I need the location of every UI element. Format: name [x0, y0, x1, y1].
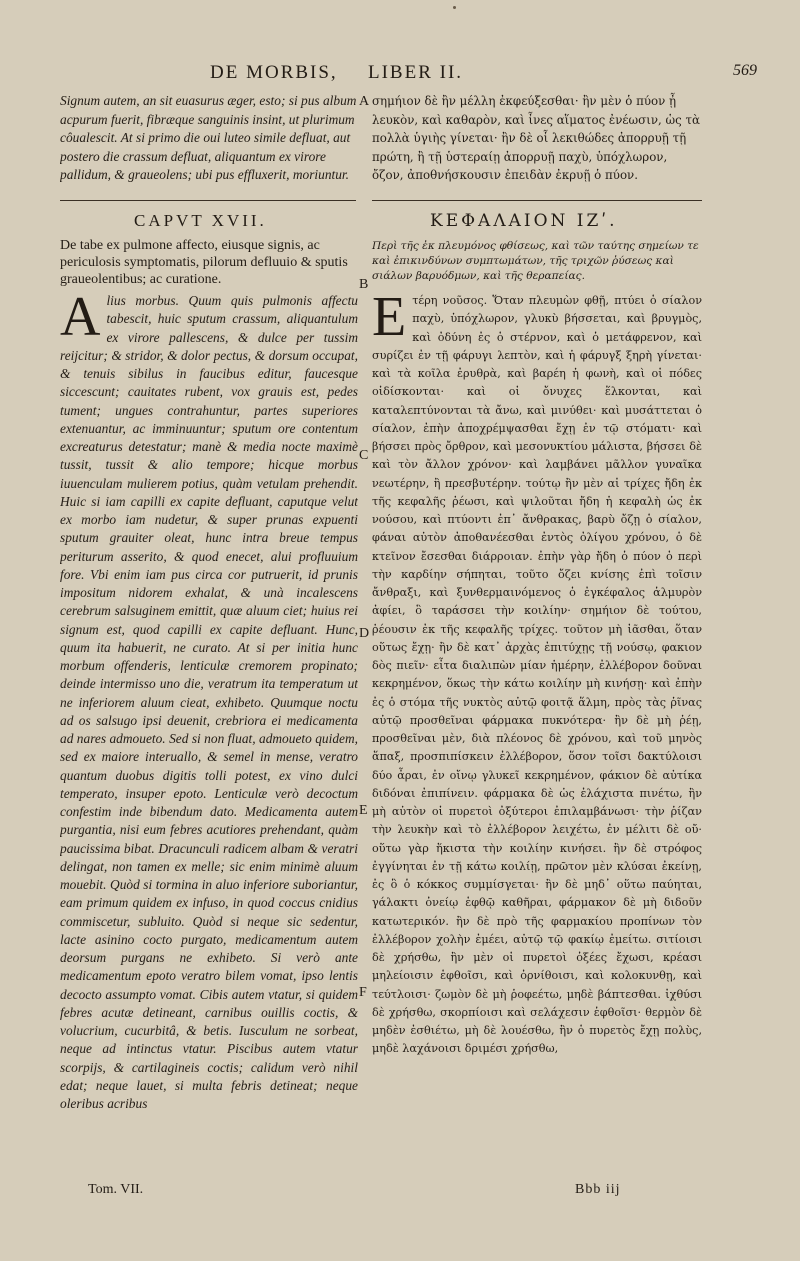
running-header [0, 62, 800, 86]
chapter-subtitle-latin: De tabe ex pulmone affecto, eiusque signis, ac periculosis symptomatis, pilorum defluuio & sputis graueolentibus; ac curatione. [60, 238, 348, 287]
margin-marker-c: C [359, 448, 369, 463]
signature-mark: Bbb iij [575, 1182, 621, 1197]
ink-speck [453, 6, 456, 9]
body-latin [60, 292, 358, 1182]
volume-label: Tom. VII. [88, 1182, 144, 1197]
chapter-heading-latin: CAPVT XVII. [134, 211, 267, 230]
margin-marker-b: B [359, 277, 369, 292]
header-title-left: DE MORBIS, [210, 62, 338, 83]
body-greek [372, 292, 702, 1182]
top-greek-paragraph: σημήιον δὲ ἢν μέλλη ἐκφεύξεσθαι· ἢν μὲν ὁ πύον ᾖ λευκὸν, καὶ καθαρὸν, καὶ ἶνες αἵματος ἐνέωσιν, ὡς τὰ πολλὰ ὑγιὴς γίνεται· ἢν δὲ οἷ λεκιθώδες ἀπορρυῇ τῇ πρώτη, ἢ τῇ ὑστεραίῃ ἀπορρυῇ παχὺ, ὑπόχλωρον, ὄζον, ἀποθνήσκουσιν ἐπειδὰν ἐκρυῇ ὁ πύον. [372, 94, 700, 183]
body-greek-text: τέρη νοῦσος. Ὅταν πλευμὼν φθῇ, πτύει ὁ σίαλον παχὺ, ὑπόχλωρον, γλυκὺ βήσσεται, καὶ βρυγμὸς, καὶ ὀδύνη ἐς ὁ στέρνον, καὶ ὁ μετάφρενον, καὶ συρίζει ἐν τῇ φάρυγι λεπτὸν, καὶ ἡ φάρυγξ ξηρὴ γίνεται· καὶ τὰ κοῖλα ἐρυθρὰ, καὶ βαρέη ἡ φωνὴ, καὶ οἱ πόδες οἰδίσκονται· καὶ οἱ ὄνυχες ἕλκονται, καὶ καταλεπτύνονται τὰ ἄνω, καὶ μινύθει· καὶ μυσάττεται ὁ σίαλον, ἐπὴν ἀποχρέμψασθαι ἔχῃ ἐν τῷ στόματι· καὶ βήσσει πρὸς ὄρθρον, καὶ μεσονυκτίου μάλιστα, βήσσει δὲ καὶ τὸν ἄλλον χρόνον· καὶ λαμβάνει μᾶλλον γυναῖκα νεωτέρην, ἢ πρεσβυτέρην. τούτῳ ἢν μὲν αἱ τρίχες ἤδη ἐκ τῆς κεφαλῆς ῥέωσι, καὶ ψιλοῦται ἤδη ἡ κεφαλὴ ὡς ἐκ νούσου, καὶ πτύοντι ἐπ᾽ ἄνθρακας, βαρὺ ὄζῃ ὁ σίαλον, φάναι αὐτὸν ἀποθανέεσθαι ἐντὸς ὀλίγου χρόνου, ὁ δὲ κτεῖνον ἔσεσθαι διάρροιαν. ἐπὴν γὰρ ἤδη ὁ πύον ὁ περὶ τὴν καρδίην σήπηται, τοῦτο ὄζει κνίσης ἐπὶ τοῖσιν ἄνθραξι, καὶ ξυνθερμαινόμενος ὁ ἐγκέφαλος ἁλμυρὸν ἀφίει, ὃ ταράσσει τὴν κοιλίην· σημήιον δὲ τούτου, ῥέουσιν ἐκ τῆς κεφαλῆς τρίχες. τοῦτον μὴ ἰᾶσθαι, ὅταν οὕτως ἔχῃ· ἢν δὲ κατ᾽ ἀρχὰς ἐπιτύχῃς τῇ νούσῳ, φακιον δὸς πιεῖν· εἶτα διαλιπὼν μίαν ἡμέρην, ἐλλέβορον δοῦναι κεκρημένον, ὅκως τὴν κάτω κοιλίην μὴ κινήσῃ· καὶ ἐπὴν ἐς ὁ στόμα τῆς νυκτὸς αὐτῷ φοιτᾷ ἅλμη, πρὸς τὰς ῥῖνας αὐτῷ προσθεῖναι φάρμακα πυκνότερα· ἢν δὲ μὴ ῥέῃ, προσθεῖναι μὲν, διὰ πλέονος δὲ χρόνου, καὶ τοῦ μηνὸς ἅπαξ, προσπιπίσκειν ἐλλέβορον, ὅσον τοῖσι δακτύλοισι δύο ἆραι, ἐν οἴνῳ γλυκεῖ κεκρημένον, φάκιον δὲ αὐτίκα διδόναι ἐπιπίνειν. φάρμακα δὲ ὡς ἐλάχιστα πινέτω, ἢν μὴ αὐτὸν οἱ πυρετοὶ ὀξύτεροι ἐπιλαμβάνωσι· τὴν ῥίζαν τὴν λευκὴν καὶ τὸ ἐλλέβορον λειχέτω, ἐν μέλιτι δὲ οὔ· οὕτω γὰρ ἥκιστα τὴν κοιλίην κινήσει. ἢν δὲ στρόφος ἐγγίνηται ἐν τῇ κάτω κοιλίῃ, πρῶτον μὲν κλύσαι ἐκείνῃ, ἐς ὃ ὁ κόκκος συμμίσγεται· ἢν δὲ μηδ᾽ οὕτω παύηται, γάλακτι ὀνείῳ ἑφθῷ καθῆραι, φάρμακον δὲ μὴ διδοῦν κατωτερικόν. ἢν δὲ πρὸ τῆς φαρμακίου προπίνων τὸν ἐλλέβορον χολὴν ἐμέει, αὐτῷ τῷ φακίῳ ἐμείτω. σιτίοισι δὲ χρήσθω, ἢν μὲν οἱ πυρετοὶ ὀξέες ἔχωσι, κρέασι μηλείοισιν ἑφθοῖσι, καὶ ὀρνίθοισι, καὶ κολοκυνθῃ, καὶ τεύτλοισι· ζωμὸν δὲ μὴ ῥοφεέτω, μηδὲ βάπτεσθαι. ἰχθύσι δὲ χρήσθω, σκορπίοισι καὶ σελάχεσιν ἑφθοῖσι· θερμὸν δὲ μηδὲν ἐσθιέτω, μὴ δὲ λουέσθω, ἢν ὁ πυρετὸς ἔχῃ πολὺς, μηδὲ λαχάνοισι δριμέσι χρήσθω, [372, 294, 702, 1056]
top-latin-paragraph: Signum autem, an sit euasurus æger, esto; si pus album acpurum fuerit, fibræque sanguinis insint, ut plurimum côualescit. At si primo die oui luteo simile defluat, aut postero die crassum defluat, aliquantum ex virore pallidum, & graueolens; ubi pus effluxerit, moriuntur. [60, 93, 357, 183]
rule-greek [372, 200, 702, 201]
margin-marker-a: A [359, 94, 370, 109]
header-title-right: LIBER II. [368, 62, 464, 83]
body-latin-text: lius morbus. Quum quis pulmonis affectu tabescit, huic sputum crassum, aliquantulum ex virore pallescens, & dulce per tussim reijcitur; & stridor, & dolor pectus, & dorsum occupat, & tenuis sibilus in faucibus editur, faucesque siccescunt; cauitates rubent, vox grauis est, pedes tument; ungues contrahuntur, partes superiores extenuantur, ac imminuuntur; sputum ore contentum excreaturus detestatur; manè & media nocte maximè tussit, tussit & alio tempore; hicque morbus iuuenculam mulierem potius, quàm vetulam prehendit. Huic si iam capilli ex capite defluant, caputque velut ex morbo iam nudetur, & super prunas expuenti sputum grauiter oleat, hunc intra breue tempus periturum asserito, & quod enecet, alui profluuium fore. Vbi enim iam pus circa cor putruerit, id prunis impositum nidorem exhalat, & unà incalescens cerebrum salsuginem emittit, quæ aluum ciet; huius rei signum est, quod capilli ex capite defluant. Hunc, quum ita habuerit, ne curato. At si per initia hunc morbum offenderis, lenticulæ cremorem propinato; deinde intermisso uno die, veratrum ita temperatum ut ne inferiorem aluum cieat, exhibeto. Quumque noctu ad os salsugo ipsi deuenit, crebriora ei medicamenta ad nares admoueto. Sed si non fluat, admoueto quidem, sed ex maiore interuallo, & semel in mense, veratro quantum duobus digitis tolli potest, ex vino dulci temperato, insuper epoto. Lenticulæ verò decoctum confestim inde bibendum dato. Medicamenta autem purgantia, nisi eum febres acutiores prehendant, quàm paucissima bibat. Dracunculi radicem albam & veratri delingat, non tamen ex melle; sic enim minimè aluum mouebit. Quòd si tormina in aluo inferiore suboriantur, eam primum quidem ex infuso, in quod coccus cnidius commiscetur, subluito. Quòd si neque sic sedentur, lacte asinino cocto purgato, medicamentum autem deorsum purgans ne exhibeto. Si verò ante medicamentum epoto veratro bilem vomat, ipso lentis decocto assumpto vomat. Cibis autem vtatur, si quidem febres acutæ detineant, carnibus ouillis coctis, & volucrium, cucurbitâ, & betis. Iusculum ne sorbeat, neque ad intinctus vtatur. Piscibus autem vtatur scorpijs, & cartilagineis coctis; calidum verò nihil edat; neque lauet, si multa febris detineat; neque oleribus acribus [60, 293, 358, 1111]
chapter-heading-greek: ΚΕΦΑΛΑΙΟΝ ΙΖʹ. [430, 211, 618, 231]
margin-marker-e: E [359, 803, 368, 818]
chapter-subtitle-greek: Περὶ τῆς ἐκ πλευμόνος φθίσεως, καὶ τῶν ταύτης σημείων τε καὶ ἐπικινδύνων συμπτωμάτων, τῆς τριχῶν ῥύσεως καὶ σιάλων βαρυόδμων, καὶ τῆς θεραπείας. [372, 240, 699, 282]
page-number: 569 [733, 62, 757, 79]
dropcap-greek: Ε [372, 292, 407, 348]
dropcap-latin: A [60, 292, 101, 348]
margin-marker-f: F [359, 985, 367, 1000]
rule-latin [60, 200, 356, 201]
margin-marker-d: D [359, 626, 370, 641]
